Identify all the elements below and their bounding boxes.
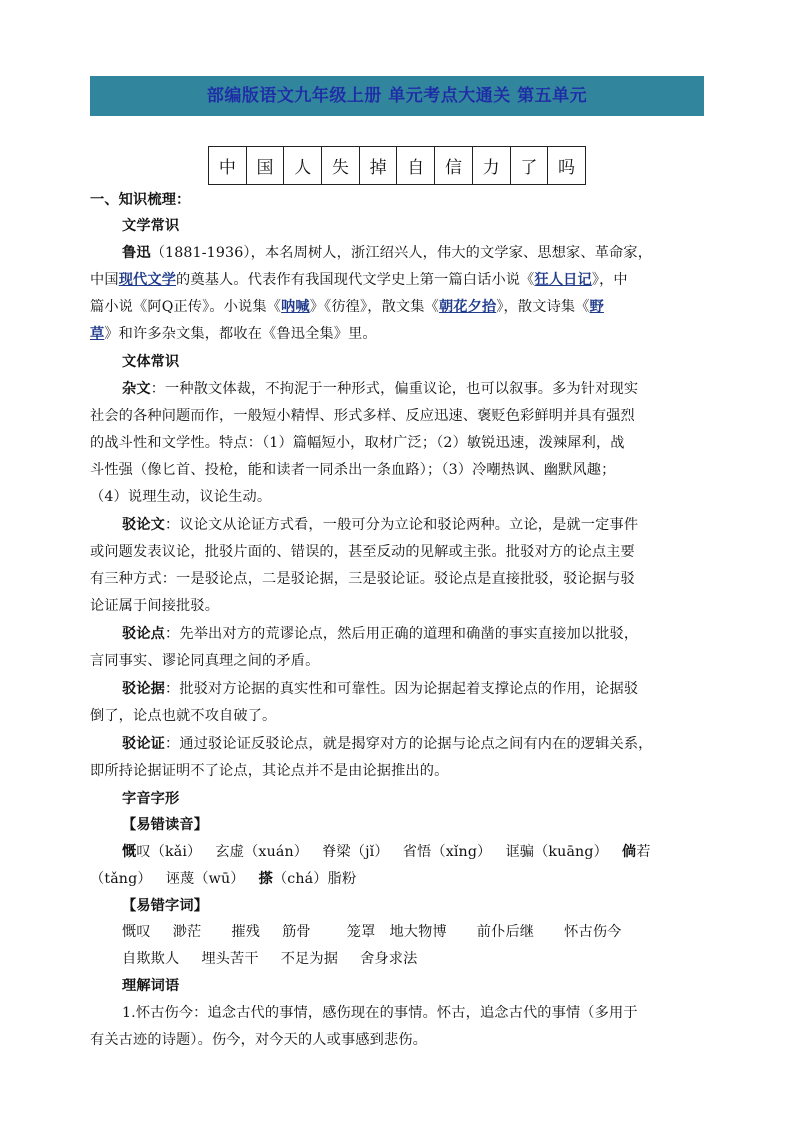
title-char: 中	[209, 147, 247, 185]
title-char: 信	[435, 147, 473, 185]
title-char: 失	[322, 147, 360, 185]
luxun-line-4: 草》和许多杂文集，都收在《鲁迅全集》里。	[90, 326, 377, 342]
heading-error-prone-words: 【易错字词】	[122, 898, 209, 914]
link-yecao[interactable]: 野	[589, 299, 604, 315]
bolunwen-line-1: 驳论文：议论文从论证方式看，一般可分为立论和驳论两种。立论，是就一定事件	[122, 517, 639, 533]
title-char: 了	[510, 147, 548, 185]
bolunzheng-line-2: 即所持论据证明不了论点，其论点并不是由论据推出的。	[90, 763, 449, 779]
luxun-line-1: 鲁迅（1881-1936），本名周树人，浙江绍兴人，伟大的文学家、思想家、革命家，	[122, 245, 653, 261]
title-char: 掉	[359, 147, 397, 185]
bolundian-line-1: 驳论点：先举出对方的荒谬论点，然后用正确的道理和确凿的事实直接加以批驳，	[122, 626, 639, 642]
heading-pronunciation-forms: 字音字形	[122, 791, 180, 807]
zawen-line-3: 的战斗性和文学性。特点：（1）篇幅短小，取材广泛；（2）敏锐迅速，泼辣犀利，战	[90, 435, 625, 451]
luxun-line-2: 中国现代文学的奠基人。代表作有我国现代文学史上第一篇白话小说《狂人日记》，中	[90, 272, 628, 288]
heading-word-meanings: 理解词语	[122, 978, 180, 994]
luxun-line-3: 篇小说《阿Q正传》。小说集《呐喊》《彷徨》，散文集《朝花夕拾》，散文诗集《野	[90, 299, 604, 315]
link-nahan[interactable]: 呐喊	[281, 299, 310, 315]
readings-line-2: （tǎng） 诬蔑（wū） 搽（chá）脂粉	[90, 871, 357, 887]
zawen-line-1: 杂文：一种散文体裁，不拘泥于一种形式，偏重议论，也可以叙事。多为针对现实	[122, 381, 639, 397]
link-yecao-2[interactable]: 草	[90, 326, 105, 342]
bolunwen-line-2: 或问题发表议论，批驳片面的、错误的，甚至反动的见解或主张。批驳对方的论点主要	[90, 544, 635, 560]
meaning-line-2: 有关古迹的诗题）。伤今，对今天的人或事感到悲伤。	[90, 1032, 428, 1048]
title-char: 吗	[548, 147, 586, 185]
zawen-line-4: 斗性强（像匕首、投枪，能和读者一同杀出一条血路）；（3）冷嘲热讽、幽默风趣；	[90, 462, 616, 478]
title-char: 自	[397, 147, 435, 185]
heading-literary-knowledge: 文学常识	[122, 218, 180, 234]
meaning-line-1: 1.怀古伤今：追念古代的事情，感伤现在的事情。怀古，追念古代的事情（多用于	[122, 1005, 638, 1021]
section-heading-knowledge: 一、知识梳理：	[90, 192, 191, 208]
heading-genre-knowledge: 文体常识	[122, 354, 180, 370]
words-line-2: 自欺欺人 埋头苦干 不足为据 舍身求法	[122, 951, 418, 967]
zawen-line-2: 社会的各种问题而作，一般短小精悍、形式多样、反应迅速、褒贬色彩鲜明并具有强烈	[90, 408, 635, 424]
zawen-line-5: （4）说理生动，议论生动。	[90, 489, 272, 505]
bolunzheng-line-1: 驳论证：通过驳论证反驳论点，就是揭穿对方的论据与论点之间有内在的逻辑关系，	[122, 736, 653, 752]
bolunju-line-1: 驳论据：批驳对方论据的真实性和可靠性。因为论据起着支撑论点的作用，论据驳	[122, 681, 639, 697]
bolundian-line-2: 言同事实、谬论同真理之间的矛盾。	[90, 653, 320, 669]
link-modern-literature[interactable]: 现代文学	[118, 272, 177, 288]
readings-line-1: 慨叹（kǎi） 玄虚（xuán） 脊梁（jǐ） 省悟（xǐng） 诓骗（kuāng） 倘若	[122, 844, 651, 860]
title-char: 国	[246, 147, 284, 185]
bolunwen-line-4: 论证属于间接批驳。	[90, 598, 220, 614]
page-title: 部编版语文九年级上册 单元考点大通关 第五单元	[90, 76, 704, 116]
bolunwen-line-3: 有三种方式：一是驳论点，二是驳论据，三是驳论证。驳论点是直接批驳，驳论据与驳	[90, 571, 635, 587]
title-char: 人	[284, 147, 322, 185]
bolunju-line-2: 倒了，论点也就不攻自破了。	[90, 708, 277, 724]
link-kuangren-riji[interactable]: 狂人日记	[534, 272, 592, 288]
link-zhaohua-xishi[interactable]: 朝花夕拾	[438, 299, 497, 315]
essay-title-grid	[208, 146, 586, 185]
heading-error-prone-readings: 【易错读音】	[122, 817, 209, 833]
words-line-1: 慨叹 渺茫 摧残 筋骨 笼罩 地大物博 前仆后继 怀古伤今	[122, 924, 622, 940]
title-char: 力	[472, 147, 510, 185]
